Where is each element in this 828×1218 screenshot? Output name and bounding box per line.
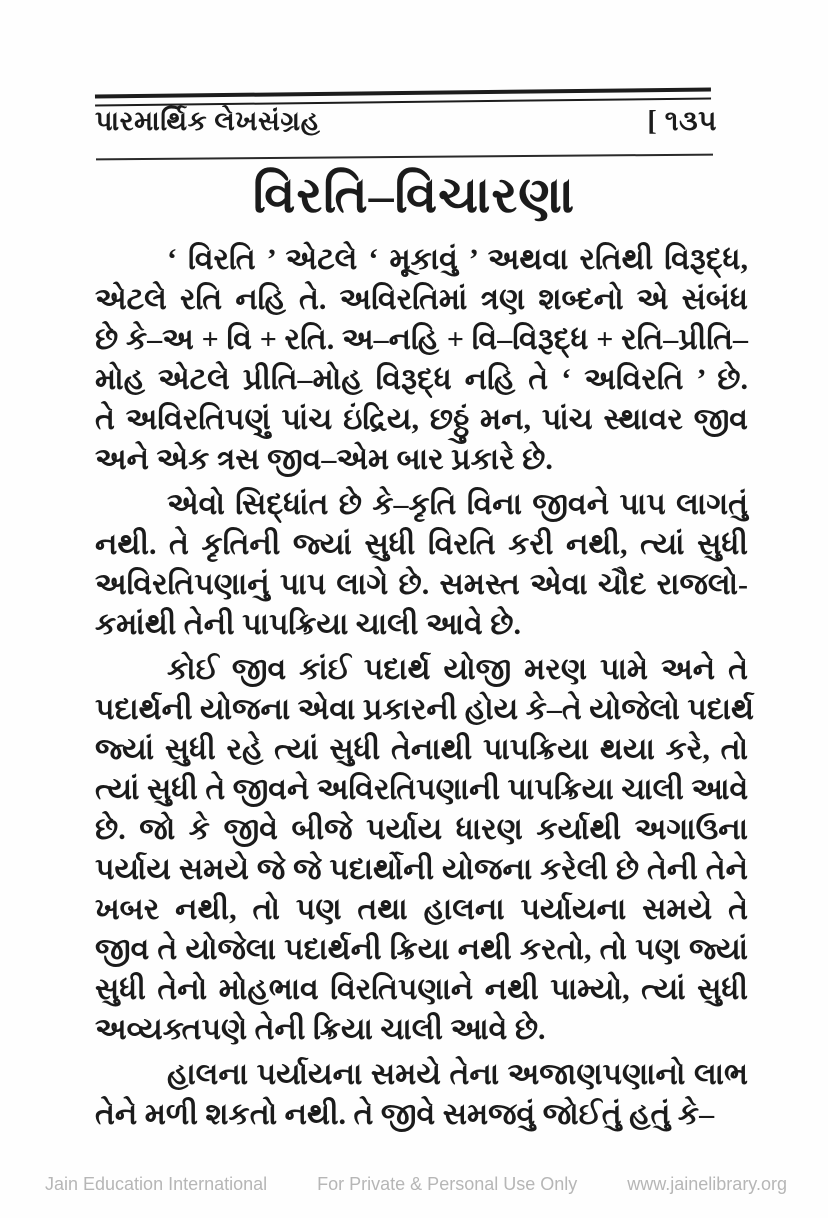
text-line: તેને મળી શકતો નથી. તે જીવે સમજવું જોઈતું હતું કે–	[95, 1098, 715, 1131]
body-text	[95, 240, 755, 1140]
paragraph	[95, 650, 755, 1050]
text-line: હાલના પર્યાયના સમયે તેના અજાણપણાનો લાભ	[167, 1058, 748, 1091]
text-line: છે કે–અ + વિ + રતિ. અ–નહિ + વિ–વિરૂદ્ધ + રતિ–પ્રીતિ–	[95, 323, 748, 356]
footer-website: www.jainelibrary.org	[627, 1174, 787, 1194]
text-line: જ્યાં સુધી રહે ત્યાં સુધી તેનાથી પાપક્રિયા થયા કરે, તો	[95, 733, 748, 766]
text-line: ખબર નથી, તો પણ તથા હાલના પર્યાયના સમયે તે	[95, 893, 748, 926]
text-line: અવ્યક્તપણે તેની ક્રિયા ચાલી આવે છે.	[95, 1013, 546, 1046]
footer-publisher: Jain Education International	[45, 1174, 268, 1194]
running-title: પારમાર્થિક લેખસંગ્રહ	[95, 106, 321, 136]
page-header	[95, 106, 717, 138]
text-line: કોઈ જીવ કાંઈ પદાર્થ યોજી મરણ પામે અને તે	[167, 653, 748, 686]
text-line: જીવ તે યોજેલા પદાર્થની ક્રિયા નથી કરતો, તો પણ જ્યાં	[95, 933, 748, 966]
text-line: મોહ એટલે પ્રીતિ–મોહ વિરૂદ્ધ નહિ તે ‘ અવિરતિ ’ છે.	[95, 363, 748, 396]
text-line: અને એક ત્રસ જીવ–એમ બાર પ્રકારે છે.	[95, 443, 553, 476]
footer-usage-notice: For Private & Personal Use Only	[317, 1174, 578, 1194]
text-line: અવિરતિપણાનું પાપ લાગે છે. સમસ્ત એવા ચૌદ રાજલો-	[95, 568, 748, 601]
text-line: પદાર્થની યોજના એવા પ્રકારની હોય કે–તે યોજેલો પદાર્થ	[95, 693, 755, 726]
text-line: એટલે રતિ નહિ તે. અવિરતિમાં ત્રણ શબ્દનો એ સંબંધ	[95, 283, 748, 316]
text-line: નથી. તે કૃતિની જ્યાં સુધી વિરતિ કરી નથી, ત્યાં સુધી	[95, 528, 748, 561]
text-line: ‘ વિરતિ ’ એટલે ‘ મૂકાવું ’ અથવા રતિથી વિરૂદ્ધ,	[167, 243, 748, 276]
page-number: [ ૧૩૫	[647, 106, 717, 137]
text-line: સુધી તેનો મોહભાવ વિરતિપણાને નથી પામ્યો, ત્યાં સુધી	[95, 973, 748, 1006]
text-line: એવો સિદ્ધાંત છે કે–કૃતિ વિના જીવને પાપ લાગતું	[167, 488, 748, 521]
text-line: કમાંથી તેની પાપક્રિયા ચાલી આવે છે.	[95, 608, 521, 641]
page-footer	[45, 1174, 787, 1195]
text-line: પર્યાય સમયે જે જે પદાર્થોની યોજના કરેલી છે તેની તેને	[95, 853, 748, 886]
text-line: તે અવિરતિપણું પાંચ ઇંદ્રિય, છઠ્ઠું મન, પાંચ સ્થાવર જીવ	[95, 403, 748, 436]
chapter-title: વિરતિ–વિચારણા	[252, 167, 576, 223]
paragraph	[95, 485, 748, 645]
paragraph	[95, 1055, 748, 1135]
paragraph	[95, 240, 748, 480]
top-double-rule	[95, 88, 711, 107]
header-rule	[96, 154, 713, 161]
text-line: ત્યાં સુધી તે જીવને અવિરતિપણાની પાપક્રિયા ચાલી આવે	[95, 773, 749, 806]
text-line: છે. જો કે જીવે બીજે પર્યાય ધારણ કર્યાથી અગાઉના	[95, 813, 748, 846]
